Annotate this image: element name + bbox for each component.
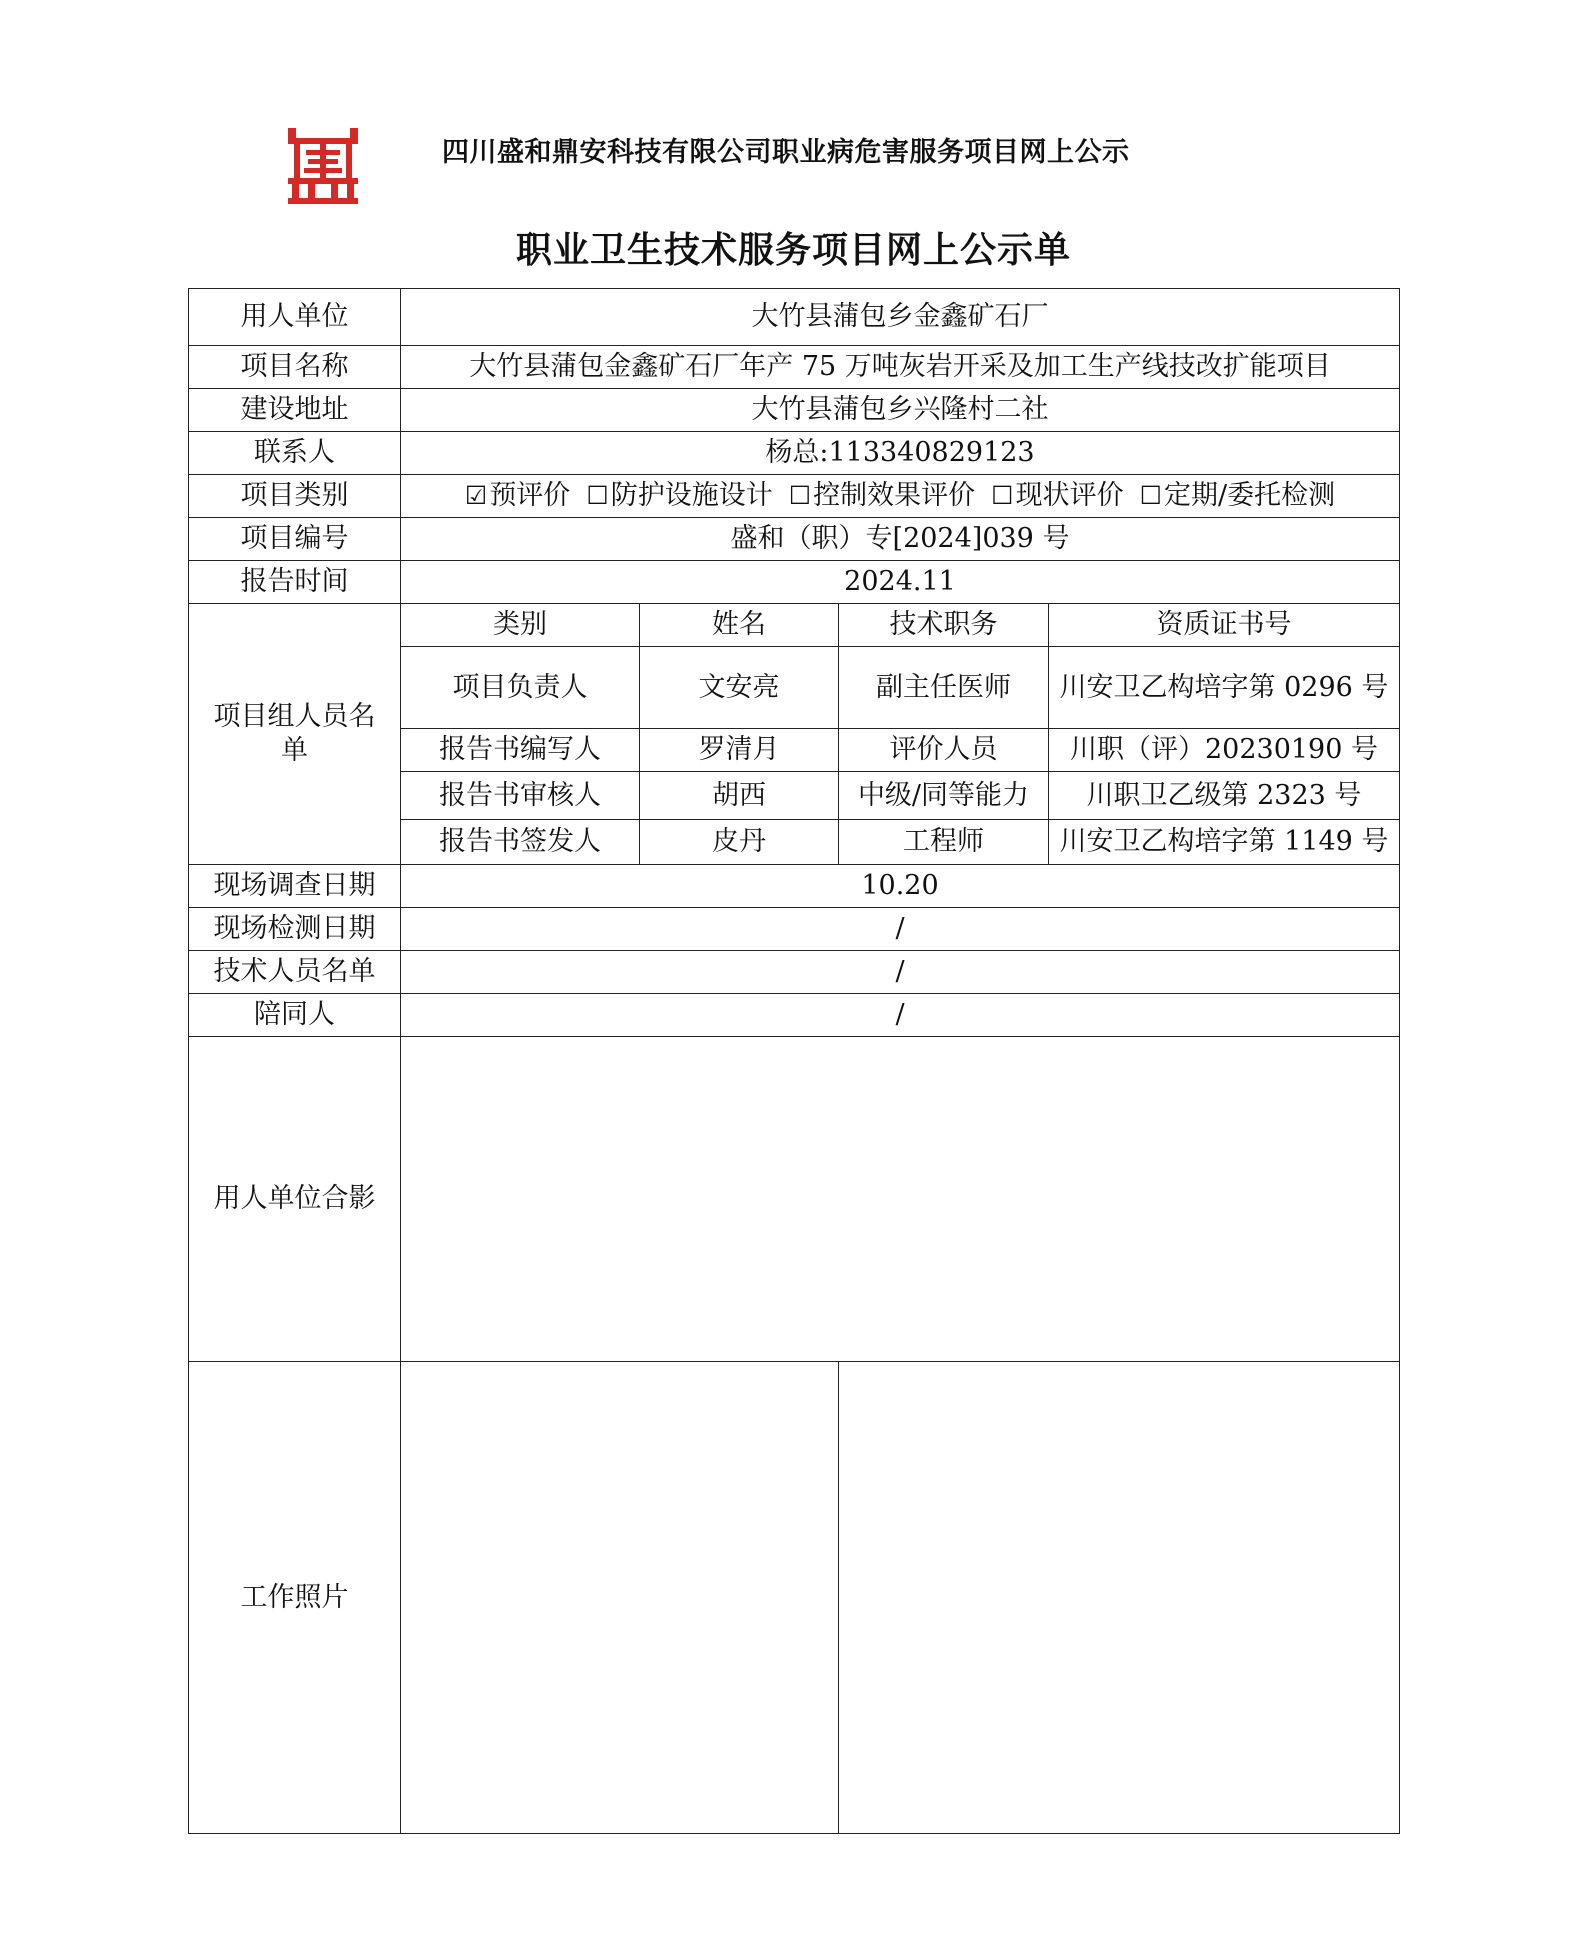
companion-row bbox=[189, 994, 1400, 1037]
survey-date-value: 10.20 bbox=[401, 865, 1400, 908]
project-no-row bbox=[189, 518, 1400, 561]
disclosure-form-table bbox=[188, 288, 1400, 1834]
project-name-label: 项目名称 bbox=[189, 346, 401, 389]
team-header-row bbox=[189, 604, 1400, 647]
companion-value: / bbox=[401, 994, 1400, 1037]
address-row bbox=[189, 389, 1400, 432]
group-photo-row bbox=[189, 1037, 1400, 1362]
team-header-category: 类别 bbox=[401, 604, 640, 647]
employer-label: 用人单位 bbox=[189, 289, 401, 346]
document-title: 职业卫生技术服务项目网上公示单 bbox=[515, 229, 1071, 271]
team-member-title: 副主任医师 bbox=[839, 647, 1049, 729]
category-option-pre-evaluation[interactable] bbox=[465, 479, 570, 513]
companion-label: 陪同人 bbox=[189, 994, 401, 1037]
work-photos-label: 工作照片 bbox=[189, 1362, 401, 1834]
address-value: 大竹县蒲包乡兴隆村二社 bbox=[401, 389, 1400, 432]
category-option-label: 预评价 bbox=[489, 480, 571, 512]
employer-value: 大竹县蒲包乡金鑫矿石厂 bbox=[401, 289, 1400, 346]
category-option-label: 现状评价 bbox=[1015, 480, 1124, 512]
team-role: 项目负责人 bbox=[401, 647, 640, 729]
test-date-row bbox=[189, 908, 1400, 951]
tech-staff-value: / bbox=[401, 951, 1400, 994]
category-option-status-evaluation[interactable] bbox=[991, 479, 1123, 513]
team-member-name: 胡西 bbox=[640, 772, 839, 820]
category-option-label: 定期/委托检测 bbox=[1164, 480, 1336, 512]
team-member-title: 工程师 bbox=[839, 820, 1049, 865]
company-notice-line: 四川盛和鼎安科技有限公司职业病危害服务项目网上公示 bbox=[442, 137, 1130, 168]
tech-staff-row bbox=[189, 951, 1400, 994]
team-role: 报告书编写人 bbox=[401, 729, 640, 772]
survey-date-row bbox=[189, 865, 1400, 908]
team-member-certificate: 川安卫乙构培字第 1149 号 bbox=[1049, 820, 1400, 865]
group-photo-label: 用人单位合影 bbox=[189, 1037, 401, 1362]
test-date-value: / bbox=[401, 908, 1400, 951]
category-option-periodic-testing[interactable] bbox=[1140, 479, 1336, 513]
work-photos-row bbox=[189, 1362, 1400, 1834]
team-role: 报告书审核人 bbox=[401, 772, 640, 820]
team-member-certificate: 川职卫乙级第 2323 号 bbox=[1049, 772, 1400, 820]
team-header-name: 姓名 bbox=[640, 604, 839, 647]
team-member-title: 评价人员 bbox=[839, 729, 1049, 772]
project-no-value: 盛和（职）专[2024]039 号 bbox=[401, 518, 1400, 561]
team-role: 报告书签发人 bbox=[401, 820, 640, 865]
team-member-certificate: 川安卫乙构培字第 0296 号 bbox=[1049, 647, 1400, 729]
checkbox-checked-icon[interactable]: ☑ bbox=[464, 481, 488, 511]
tech-staff-label: 技术人员名单 bbox=[189, 951, 401, 994]
work-photo-left-area bbox=[401, 1362, 839, 1834]
employer-row bbox=[189, 289, 1400, 346]
company-logo bbox=[286, 126, 360, 206]
category-option-control-effect[interactable] bbox=[789, 479, 975, 513]
category-option-protection-design[interactable] bbox=[586, 479, 772, 513]
team-header-certificate: 资质证书号 bbox=[1049, 604, 1400, 647]
test-date-label: 现场检测日期 bbox=[189, 908, 401, 951]
document-header bbox=[286, 126, 1386, 206]
contact-value: 杨总:113340829123 bbox=[401, 432, 1400, 475]
checkbox-unchecked-icon[interactable]: ☐ bbox=[788, 481, 812, 511]
team-header-title: 技术职务 bbox=[839, 604, 1049, 647]
checkbox-unchecked-icon[interactable]: ☐ bbox=[1139, 481, 1162, 511]
group-photo-area bbox=[401, 1037, 1400, 1362]
project-no-label: 项目编号 bbox=[189, 518, 401, 561]
report-time-label: 报告时间 bbox=[189, 561, 401, 604]
category-option-label: 控制效果评价 bbox=[813, 480, 976, 512]
survey-date-label: 现场调查日期 bbox=[189, 865, 401, 908]
contact-label: 联系人 bbox=[189, 432, 401, 475]
category-option-label: 防护设施设计 bbox=[610, 480, 773, 512]
contact-row bbox=[189, 432, 1400, 475]
category-label: 项目类别 bbox=[189, 475, 401, 518]
team-label: 项目组人员名单 bbox=[189, 604, 401, 865]
team-member-name: 文安亮 bbox=[640, 647, 839, 729]
checkbox-unchecked-icon[interactable]: ☐ bbox=[586, 481, 609, 511]
team-member-name: 皮丹 bbox=[640, 820, 839, 865]
project-name-row bbox=[189, 346, 1400, 389]
category-options bbox=[401, 475, 1400, 518]
category-row bbox=[189, 475, 1400, 518]
report-time-value: 2024.11 bbox=[401, 561, 1400, 604]
team-member-certificate: 川职（评）20230190 号 bbox=[1049, 729, 1400, 772]
checkbox-unchecked-icon[interactable]: ☐ bbox=[991, 481, 1014, 511]
team-member-title: 中级/同等能力 bbox=[839, 772, 1049, 820]
project-name-value: 大竹县蒲包金鑫矿石厂年产 75 万吨灰岩开采及加工生产线技改扩能项目 bbox=[401, 346, 1400, 389]
team-member-name: 罗清月 bbox=[640, 729, 839, 772]
report-time-row bbox=[189, 561, 1400, 604]
address-label: 建设地址 bbox=[189, 389, 401, 432]
work-photo-right-area bbox=[839, 1362, 1400, 1834]
